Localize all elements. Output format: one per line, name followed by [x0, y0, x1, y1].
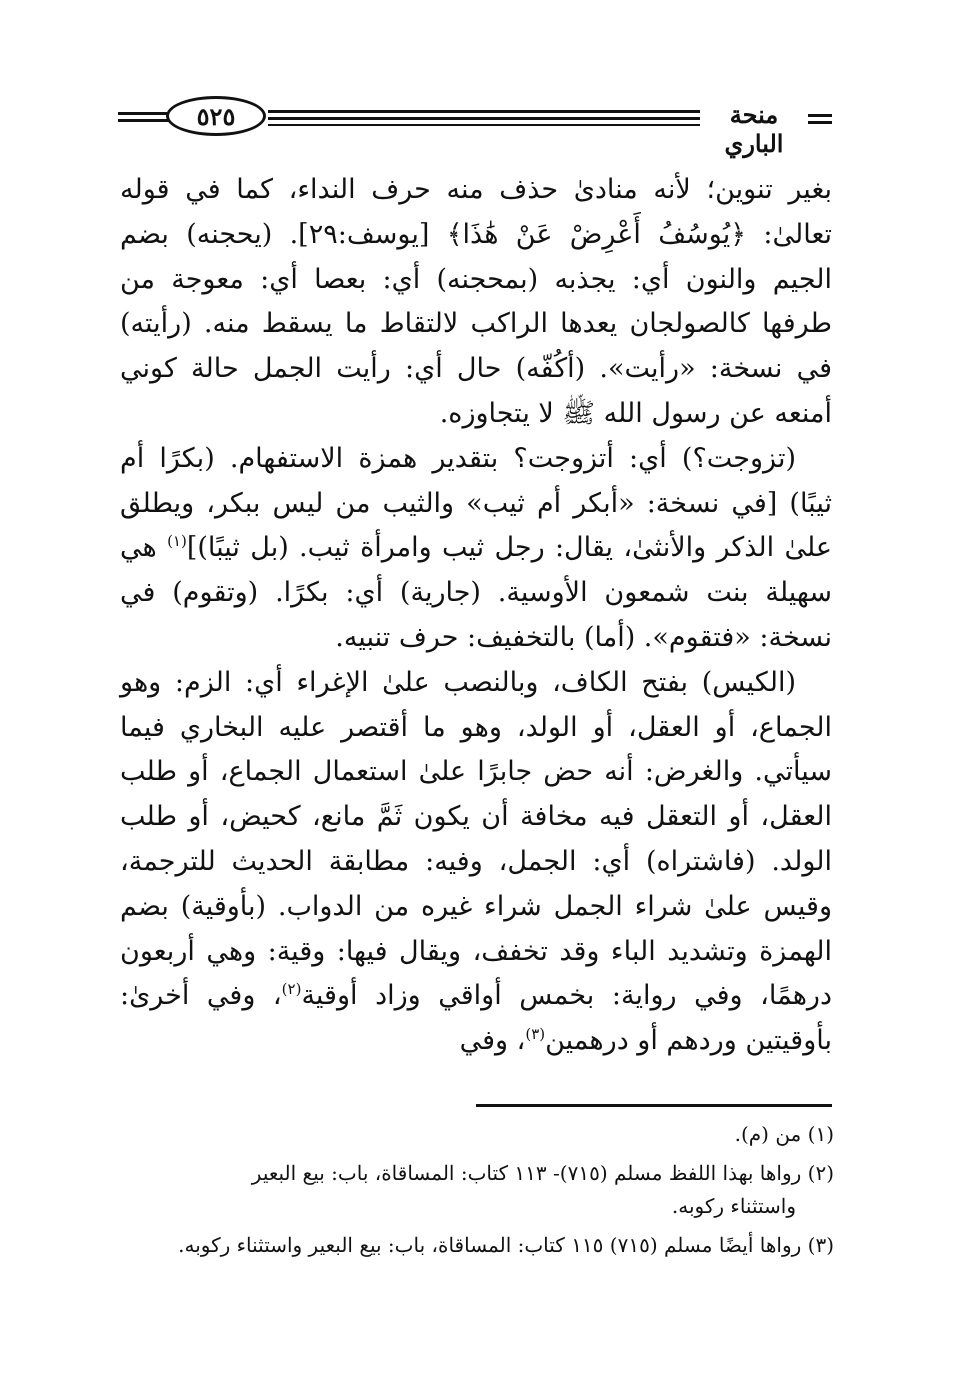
footnote-separator: [476, 1104, 832, 1107]
footnote-text: رواها بهذا اللفظ مسلم (٧١٥)- ١١٣ كتاب: المساقاة، باب: بيع البعير: [251, 1161, 802, 1185]
footnote: [118, 1157, 834, 1223]
header-rule: [118, 112, 170, 115]
page-header: [118, 94, 832, 158]
paragraph-text: ، وفي أخرىٰ: بأوقيتين وردهم أو درهمين: [120, 980, 832, 1057]
header-rule: [268, 124, 700, 126]
footnote-number: (١): [807, 1122, 834, 1146]
header-rule: [268, 117, 700, 120]
header-rule: [118, 119, 170, 122]
paragraph-text: ، وفي: [459, 1025, 526, 1057]
paragraph-text: (الكيس) بفتح الكاف، وبالنصب علىٰ الإغراء أي: الزم: وهو الجماع، أو العقل، أو الولد، وهو ما أقتصر عليه البخاري فيما سيأتي. والغرض: أنه حض جابرًا علىٰ استعمال الجماع، أو طلب العقل، أو التعقل فيه مخافة أن يكون ثَمَّ مانع، كحيض، أو طلب الولد. (فاشتراه) أي: الجمل، وفيه: مطابقة الحديث للترجمة، وقيس علىٰ شراء الجمل شراء غيره من الدواب. (بأوقية) بضم الهمزة وتشديد الباء وقد تخفف، ويقال فيها: وقية: وهي أربعون درهمًا، وفي رواية: بخمس أواقي وزاد أوقية: [120, 666, 832, 1012]
footnote-text: من (م).: [734, 1122, 802, 1146]
page-number: ٥٢٥: [166, 96, 266, 136]
paragraph-text: بغير تنوين؛ لأنه منادىٰ حذف منه حرف النداء، كما في قوله تعالىٰ: ﴿يُوسُفُ أَعْرِضْ عَنْ هَٰذَا﴾ [يوسف:٢٩]. (يحجنه) بضم الجيم والنون أي: يجذبه (بمحجنه) أي: بعصا أي: معوجة من طرفها كالصولجان يعدها الراكب لالتقاط ما يسقط منه. (رأيته) في نسخة: «رأيت». (أكُفّه) حال أي: رأيت الجمل حالة كوني أمنعه عن رسول الله ﷺ لا يتجاوزه.: [120, 174, 832, 429]
footnote-marker: (٣): [525, 1025, 546, 1044]
body-text: [120, 168, 832, 1064]
running-title: منحة الباري: [724, 100, 784, 158]
footnote-number: (٢): [807, 1161, 834, 1185]
header-rule: [808, 114, 832, 117]
paragraph-text: هي سهيلة بنت شمعون الأوسية. (جارية) أي: بكرًا. (وتقوم) في نسخة: «فتقوم». (أما) بالتخفيف: حرف تنبيه.: [120, 532, 832, 653]
footnote-text: رواها أيضًا مسلم (٧١٥) ١١٥ كتاب: المساقاة، باب: بيع البعير واستثناء ركوبه.: [178, 1233, 802, 1257]
paragraph: [120, 437, 832, 661]
paragraph: [120, 168, 832, 437]
footnote: [118, 1229, 834, 1262]
footnote-continuation: واستثناء ركوبه.: [671, 1194, 796, 1218]
footnote: [118, 1118, 834, 1151]
footnote-marker: (٢): [281, 980, 302, 999]
header-rule: [268, 110, 700, 113]
footnote-marker: (١): [167, 532, 187, 551]
footnote-number: (٣): [807, 1233, 834, 1257]
paragraph: [120, 661, 832, 1064]
paragraph-text: (تزوجت؟) أي: أتزوجت؟ بتقدير همزة الاستفهام. (بكرًا أم ثيبًا) [في نسخة: «أبكر أم ثيب» والثيب من ليس ببكر، ويطلق علىٰ الذكر والأنثىٰ، يقال: رجل ثيب وامرأة ثيب. (بل ثيبًا)]: [120, 442, 833, 564]
header-rule: [808, 121, 832, 124]
footnotes: [118, 1118, 834, 1268]
